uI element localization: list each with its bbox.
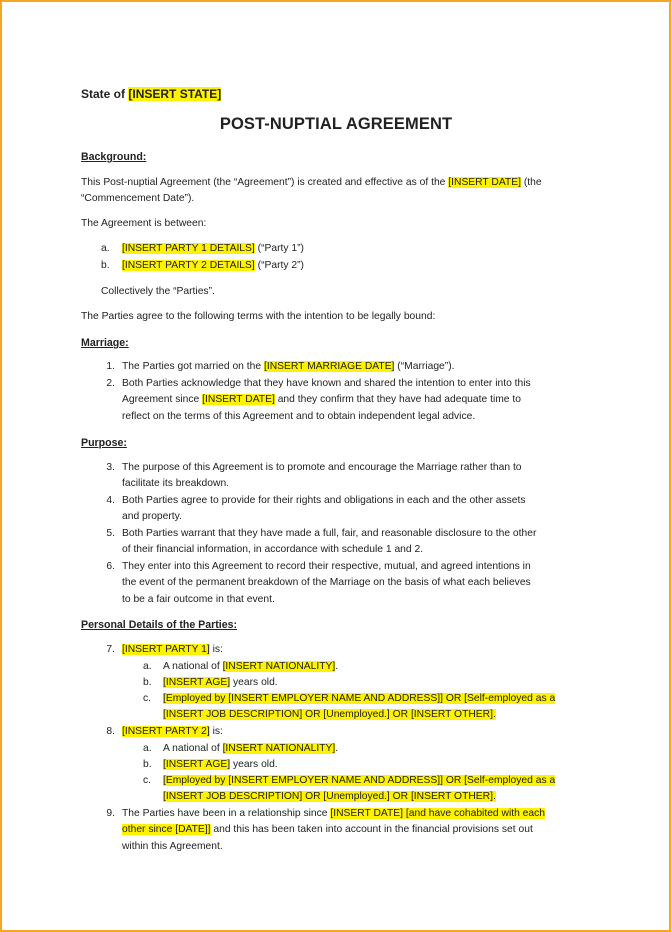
clause-number: 5. xyxy=(106,528,115,539)
list-marker: a. xyxy=(143,743,152,754)
clause-text: and property. xyxy=(122,511,182,523)
party1-label: (“Party 1”) xyxy=(257,243,304,254)
clause-text: the event of the permanent breakdown of the Marriage on the basis of what each believes xyxy=(122,577,531,589)
clause-text: reflect on the terms of this Agreement and to obtain independent legal advice. xyxy=(122,410,476,422)
party1-field: [INSERT PARTY 1] xyxy=(122,644,210,655)
clause-number: 6. xyxy=(106,561,115,572)
clause-number: 9. xyxy=(106,808,115,819)
clause-text: The purpose of this Agreement is to promote and encourage the Marriage rather than to xyxy=(122,462,522,473)
item-text-end: . xyxy=(335,743,339,754)
list-marker: b. xyxy=(143,677,152,688)
clause-number: 1. xyxy=(106,361,115,372)
state-line xyxy=(81,86,221,102)
intro-text-end: (the xyxy=(523,177,542,188)
intro-text: This Post-nuptial Agreement (the “Agreement”) is created and effective as of the xyxy=(81,177,446,188)
clause-text: is: xyxy=(212,726,223,737)
relationship-date-field: [INSERT DATE] [and have cohabited with each xyxy=(330,808,546,819)
intro-date-field: [INSERT DATE] xyxy=(448,177,521,188)
state-field: [INSERT STATE] xyxy=(128,87,222,101)
list-marker: a. xyxy=(101,243,110,254)
item-text: A national of xyxy=(163,743,220,754)
personal-details-heading: Personal Details of the Parties: xyxy=(81,619,238,631)
clause-text: The Parties got married on the xyxy=(122,361,262,372)
employment-field: [INSERT JOB DESCRIPTION] OR [Unemployed.] OR [INSERT OTHER] xyxy=(163,709,493,721)
commencement-date-text: “Commencement Date”). xyxy=(81,193,195,205)
age-field: [INSERT AGE] xyxy=(163,677,231,688)
clause-text: Both Parties agree to provide for their rights and obligations in each and the other assets xyxy=(122,495,526,506)
list-marker: b. xyxy=(143,759,152,770)
clause-number: 2. xyxy=(106,378,115,389)
background-intro xyxy=(81,175,601,208)
clause-text: is: xyxy=(212,644,223,655)
item-text: A national of xyxy=(163,661,220,672)
clause-number: 7. xyxy=(106,644,115,655)
list-marker: a. xyxy=(143,661,152,672)
employment-field: [Employed by [INSERT EMPLOYER NAME AND ADDRESS]] OR [Self-employed as a xyxy=(163,693,556,704)
agreement-date-field: [INSERT DATE] xyxy=(202,394,275,406)
age-field: [INSERT AGE] xyxy=(163,759,231,770)
item-text-end: . xyxy=(492,791,496,803)
item-text: years old. xyxy=(233,677,278,688)
clause-text: of their financial information, in accordance with schedule 1 and 2. xyxy=(122,544,424,556)
marriage-date-field: [INSERT MARRIAGE DATE] xyxy=(263,361,395,372)
clause-number: 4. xyxy=(106,495,115,506)
clause-text: facilitate its breakdown. xyxy=(122,478,230,490)
document-title: POST-NUPTIAL AGREEMENT xyxy=(219,115,453,133)
party2-label: (“Party 2”) xyxy=(257,260,304,271)
clause-text: The Parties have been in a relationship since xyxy=(122,808,328,819)
clause-text: within this Agreement. xyxy=(122,840,223,852)
employment-field: [Employed by [INSERT EMPLOYER NAME AND ADDRESS]] OR [Self-employed as a xyxy=(163,775,556,786)
item-text: years old. xyxy=(233,759,278,770)
party2-details-field: [INSERT PARTY 2 DETAILS] xyxy=(122,260,255,271)
clause-number: 8. xyxy=(106,726,115,737)
agreement-between: The Agreement is between: xyxy=(81,218,207,229)
clause-number: 3. xyxy=(106,462,115,473)
collectively-parties: Collectively the “Parties”. xyxy=(101,286,215,297)
clause-text: Agreement since xyxy=(122,394,200,406)
party2-field: [INSERT PARTY 2] xyxy=(122,726,210,737)
item-text-end: . xyxy=(335,661,339,672)
item-text-end: . xyxy=(492,709,496,721)
marriage-heading: Marriage: xyxy=(81,337,129,349)
clause-text: They enter into this Agreement to record their respective, mutual, and agreed intentions in xyxy=(122,561,531,572)
clause-text: Both Parties warrant that they have made a full, fair, and reasonable disclosure to the other xyxy=(122,528,537,539)
party1-details-field: [INSERT PARTY 1 DETAILS] xyxy=(122,243,255,254)
cohabitation-date-field: other since [DATE]] xyxy=(122,824,211,836)
employment-field: [INSERT JOB DESCRIPTION] OR [Unemployed.] OR [INSERT OTHER] xyxy=(163,791,493,803)
list-marker: b. xyxy=(101,260,110,271)
parties-agree: The Parties agree to the following terms with the intention to be legally bound: xyxy=(81,311,436,322)
background-heading: Background: xyxy=(81,151,147,163)
list-marker: c. xyxy=(143,693,152,704)
state-label: State of xyxy=(81,87,126,101)
clause-text: and this has been taken into account in the financial provisions set out xyxy=(213,824,533,836)
clause-text: Both Parties acknowledge that they have known and shared the intention to enter into this xyxy=(122,378,531,389)
list-marker: c. xyxy=(143,775,152,786)
clause-text: to be a fair outcome in that event. xyxy=(122,593,275,605)
nationality-field: [INSERT NATIONALITY] xyxy=(222,661,336,672)
purpose-heading: Purpose: xyxy=(81,437,127,449)
clause-text: and they confirm that they have had adequate time to xyxy=(277,394,521,406)
clause-text-end: (“Marriage”). xyxy=(397,361,455,372)
nationality-field: [INSERT NATIONALITY] xyxy=(222,743,336,754)
